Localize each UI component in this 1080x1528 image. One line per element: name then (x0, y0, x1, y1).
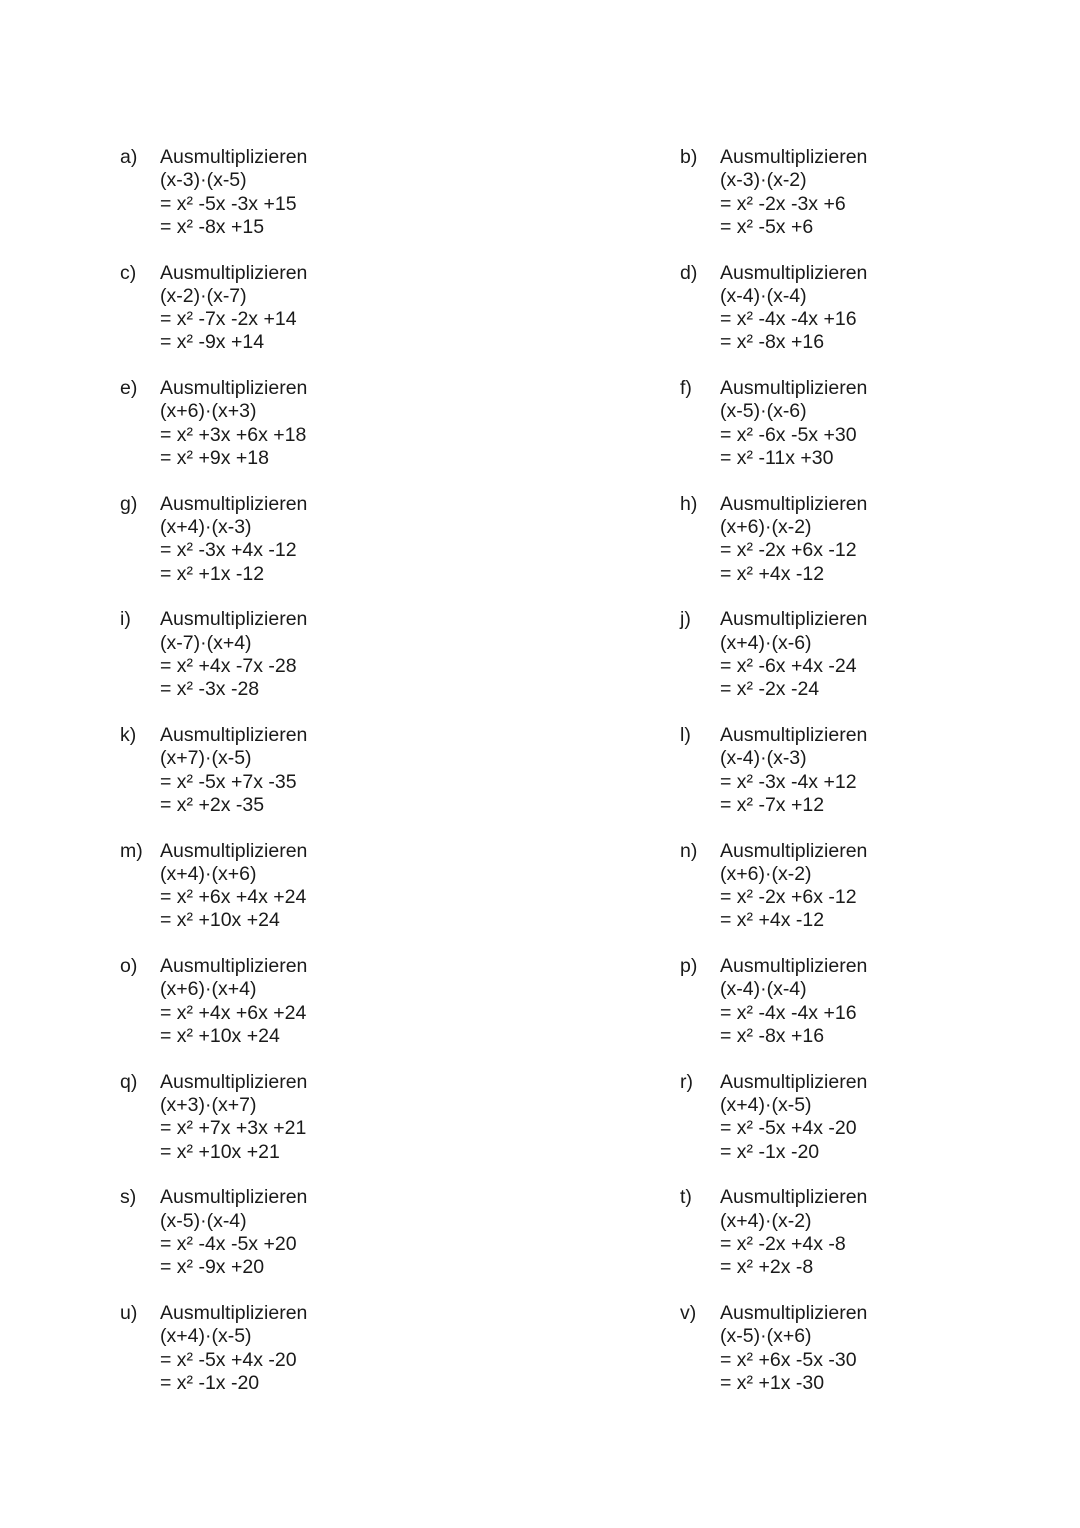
simplified-result: = x² +4x -12 (720, 562, 825, 585)
problem-label: u) (120, 1302, 138, 1324)
problem-lines (160, 377, 307, 470)
problem-title: Ausmultiplizieren (160, 955, 308, 978)
problem-label: n) (680, 839, 698, 862)
simplified-result: = x² +1x -30 (720, 1371, 825, 1394)
problem-expression: (x-4)·(x-4) (720, 978, 807, 1001)
problem-expression: (x+6)·(x-2) (720, 516, 812, 539)
problem-lines (160, 1186, 307, 1279)
problem-label: k) (120, 724, 137, 746)
problem-lines (720, 1186, 867, 1279)
expansion-step: = x² -4x -5x +20 (160, 1232, 297, 1255)
simplified-result: = x² -8x +16 (720, 331, 825, 354)
problem-expression: (x+3)·(x+7) (160, 1094, 257, 1117)
simplified-result: = x² +10x +24 (160, 1025, 280, 1048)
problem-lines (720, 146, 867, 239)
simplified-result: = x² +10x +21 (160, 1140, 280, 1163)
problem-lines (160, 493, 307, 586)
problem-lines (160, 724, 307, 817)
problem-label: q) (120, 1070, 138, 1093)
problem-expression: (x-3)·(x-2) (720, 169, 807, 192)
problem-label: c) (120, 261, 137, 284)
problem-expression: (x+6)·(x+3) (160, 400, 257, 423)
problem-title: Ausmultiplizieren (720, 377, 868, 400)
expansion-step: = x² -5x -3x +15 (160, 192, 297, 215)
problem-label: a) (120, 146, 138, 168)
expansion-step: = x² -4x -4x +16 (720, 308, 857, 331)
problem-lines (720, 955, 867, 1048)
simplified-result: = x² -5x +6 (720, 215, 814, 238)
problem-lines (720, 493, 867, 586)
expansion-step: = x² -6x -5x +30 (720, 423, 857, 446)
expansion-step: = x² -4x -4x +16 (720, 1001, 857, 1024)
problem-label: f) (680, 377, 692, 400)
simplified-result: = x² -11x +30 (720, 447, 834, 470)
simplified-result: = x² -8x +16 (720, 1025, 825, 1048)
expansion-step: = x² -2x -3x +6 (720, 192, 846, 215)
expansion-step: = x² -7x -2x +14 (160, 308, 297, 331)
simplified-result: = x² +1x -12 (160, 562, 265, 585)
problem-title: Ausmultiplizieren (160, 839, 308, 862)
expansion-step: = x² +6x -5x -30 (720, 1348, 857, 1371)
simplified-result: = x² +4x -12 (720, 909, 825, 932)
problem-expression: (x+4)·(x-2) (720, 1209, 812, 1232)
problem-title: Ausmultiplizieren (720, 839, 868, 862)
expansion-step: = x² -6x +4x -24 (720, 654, 857, 677)
problem-title: Ausmultiplizieren (160, 492, 308, 515)
problem-title: Ausmultiplizieren (160, 1186, 308, 1209)
problem-lines (160, 1302, 307, 1395)
problem-title: Ausmultiplizieren (720, 608, 868, 631)
problem-title: Ausmultiplizieren (160, 608, 308, 631)
simplified-result: = x² -2x -24 (720, 678, 820, 701)
problem-label: t) (680, 1186, 692, 1209)
problem-expression: (x-7)·(x+4) (160, 631, 252, 654)
problem-title: Ausmultiplizieren (160, 724, 308, 746)
expansion-step: = x² -3x -4x +12 (720, 770, 857, 793)
problem-expression: (x+4)·(x+6) (160, 862, 257, 885)
problem-expression: (x-4)·(x-4) (720, 284, 807, 307)
problem-expression: (x+7)·(x-5) (160, 747, 252, 770)
problem-expression: (x-4)·(x-3) (720, 747, 807, 770)
problem-label: v) (680, 1302, 697, 1324)
problem-expression: (x+4)·(x-5) (160, 1325, 252, 1348)
problem-title: Ausmultiplizieren (720, 1186, 868, 1209)
simplified-result: = x² -7x +12 (720, 793, 825, 816)
expansion-step: = x² -2x +6x -12 (720, 539, 857, 562)
expansion-step: = x² +4x +6x +24 (160, 1001, 307, 1024)
problem-label: g) (120, 492, 138, 515)
problem-label: s) (120, 1186, 137, 1209)
problem-lines (160, 840, 307, 933)
problem-label: e) (120, 377, 138, 400)
problem-title: Ausmultiplizieren (720, 146, 868, 168)
expansion-step: = x² +4x -7x -28 (160, 654, 297, 677)
expansion-step: = x² -5x +4x -20 (160, 1348, 297, 1371)
problem-title: Ausmultiplizieren (720, 724, 868, 746)
expansion-step: = x² -3x +4x -12 (160, 539, 297, 562)
simplified-result: = x² -1x -20 (720, 1140, 820, 1163)
problem-title: Ausmultiplizieren (720, 261, 868, 284)
problem-label: p) (680, 955, 698, 978)
problem-lines (160, 146, 307, 239)
problem-title: Ausmultiplizieren (720, 955, 868, 978)
simplified-result: = x² -3x -28 (160, 678, 260, 701)
simplified-result: = x² -9x +20 (160, 1256, 265, 1279)
problem-label: m) (120, 839, 143, 862)
problem-title: Ausmultiplizieren (160, 1302, 308, 1324)
problem-title: Ausmultiplizieren (720, 1302, 868, 1324)
problem-lines (160, 955, 307, 1048)
problem-title: Ausmultiplizieren (160, 146, 308, 168)
problem-expression: (x-5)·(x-6) (720, 400, 807, 423)
simplified-result: = x² -8x +15 (160, 215, 265, 238)
problem-expression: (x-5)·(x+6) (720, 1325, 812, 1348)
simplified-result: = x² +10x +24 (160, 909, 280, 932)
problem-label: i) (120, 608, 131, 631)
problem-lines (160, 1071, 307, 1164)
expansion-step: = x² -2x +6x -12 (720, 886, 857, 909)
problem-label: d) (680, 261, 698, 284)
problem-title: Ausmultiplizieren (160, 1070, 308, 1093)
problem-lines (720, 377, 867, 470)
problem-lines (720, 608, 867, 701)
expansion-step: = x² +3x +6x +18 (160, 423, 307, 446)
simplified-result: = x² -9x +14 (160, 331, 265, 354)
problem-lines (720, 1071, 867, 1164)
problem-lines (720, 840, 867, 933)
simplified-result: = x² +2x -8 (720, 1256, 814, 1279)
problem-expression: (x+4)·(x-3) (160, 516, 252, 539)
problem-label: r) (680, 1070, 693, 1093)
simplified-result: = x² +2x -35 (160, 793, 265, 816)
problem-lines (720, 1302, 867, 1395)
expansion-step: = x² -5x +7x -35 (160, 770, 297, 793)
problem-label: o) (120, 955, 138, 978)
problem-label: b) (680, 146, 698, 168)
expansion-step: = x² -2x +4x -8 (720, 1232, 846, 1255)
problem-label: h) (680, 492, 698, 515)
problem-expression: (x+6)·(x-2) (720, 862, 812, 885)
problem-expression: (x+4)·(x-5) (720, 1094, 812, 1117)
problem-title: Ausmultiplizieren (720, 492, 868, 515)
expansion-step: = x² +6x +4x +24 (160, 886, 307, 909)
expansion-step: = x² -5x +4x -20 (720, 1117, 857, 1140)
problem-expression: (x+4)·(x-6) (720, 631, 812, 654)
problem-label: j) (680, 608, 691, 631)
problem-title: Ausmultiplizieren (160, 261, 308, 284)
problem-expression: (x-5)·(x-4) (160, 1209, 247, 1232)
problem-lines (720, 262, 867, 355)
problem-lines (720, 724, 867, 817)
problem-expression: (x+6)·(x+4) (160, 978, 257, 1001)
simplified-result: = x² -1x -20 (160, 1371, 260, 1394)
simplified-result: = x² +9x +18 (160, 447, 269, 470)
problem-label: l) (680, 724, 691, 746)
problem-lines (160, 262, 307, 355)
expansion-step: = x² +7x +3x +21 (160, 1117, 307, 1140)
problem-title: Ausmultiplizieren (160, 377, 308, 400)
problem-expression: (x-2)·(x-7) (160, 284, 247, 307)
problem-title: Ausmultiplizieren (720, 1070, 868, 1093)
problem-expression: (x-3)·(x-5) (160, 169, 247, 192)
problem-lines (160, 608, 307, 701)
